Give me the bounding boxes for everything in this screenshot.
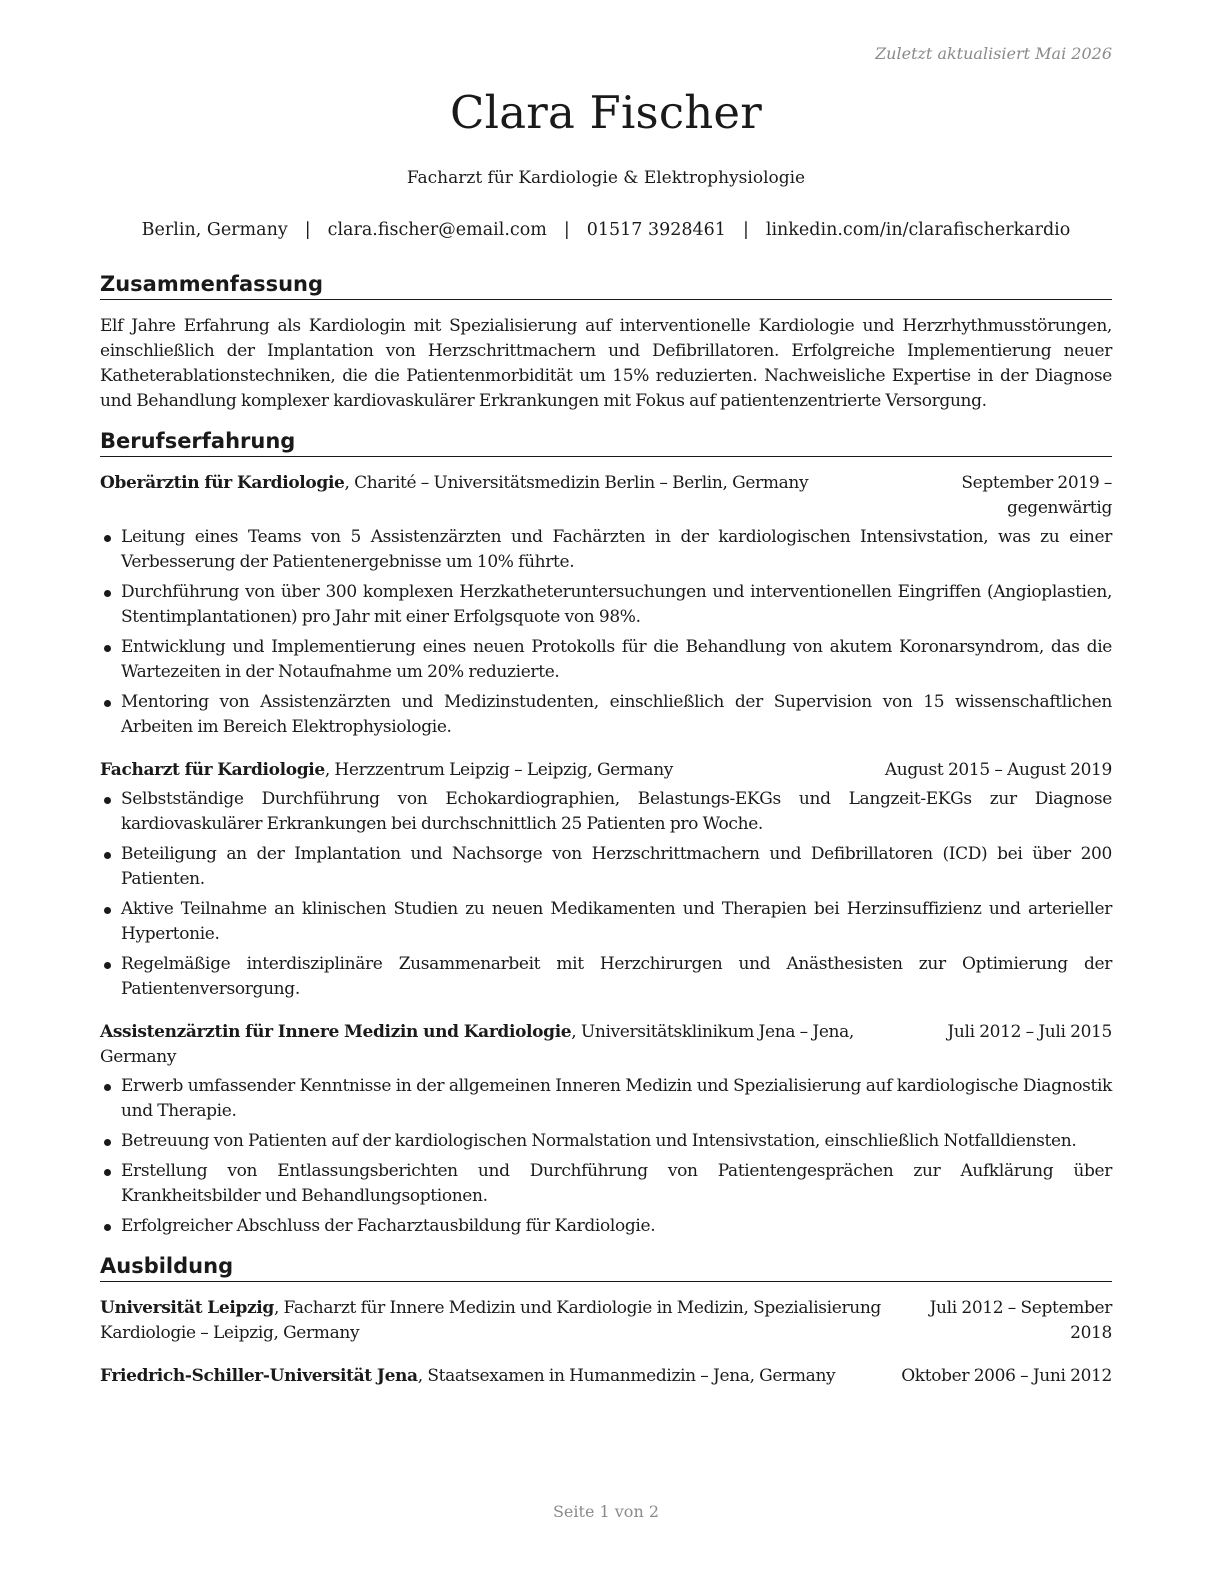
candidate-name: Clara Fischer [450,86,762,139]
job-bullet [100,842,1112,892]
contact-line [100,220,1112,240]
experience-entry-heading [100,1020,912,1070]
experience-section [100,427,1112,1239]
experience-entry-heading [100,471,880,496]
education-entry-header [100,1296,1112,1346]
experience-list [100,471,1112,1239]
job-bullet-text: Beteiligung an der Implantation und Nachsorge von Herzschrittmachern und Defibrillatoren (ICD) bei über 200 Patienten. [121,844,1112,889]
job-employer: , Herzzentrum Leipzig – Leipzig, Germany [324,760,674,780]
job-bullet [100,1159,1112,1209]
job-bullet-text: Selbstständige Durchführung von Echokardiographien, Belastungs-EKGs und Langzeit-EKGs zur Diagnose kardiovaskulärer Erkrankungen bei durchschnittlich 25 Patienten pro Woche. [121,789,1112,834]
job-bullet-text: Erwerb umfassender Kenntnisse in der allgemeinen Inneren Medizin und Spezialisierung auf kardiologische Diagnostik und Therapie. [121,1076,1112,1121]
education-detail: , Facharzt für Innere Medizin und Kardiologie in Medizin, Spezialisierung Kardiologie – Leipzig, Germany [100,1298,881,1343]
bullet-icon [104,535,111,542]
candidate-title: Facharzt für Kardiologie & Elektrophysiologie [406,168,806,188]
job-bullet-text: Regelmäßige interdisziplinäre Zusammenarbeit mit Herzchirurgen und Anästhesisten zur Optimierung der Patientenversorgung. [121,954,1112,999]
resume-content [100,270,1112,1402]
education-entry-header [100,1364,1112,1389]
bullet-icon [104,645,111,652]
page-number: Seite 1 von 2 [552,1502,660,1521]
contact-location: Berlin, Germany [141,220,288,240]
bullet-icon [104,1139,111,1146]
education-entry [100,1296,1112,1346]
job-employer: , Universitätsklinikum Jena – Jena, Germany [100,1022,854,1067]
job-employer: , Charité – Universitätsmedizin Berlin – Berlin, Germany [344,473,809,493]
experience-entry [100,471,1112,740]
job-dates: August 2015 – August 2019 [884,760,1112,780]
section-title-experience: Berufserfahrung [100,427,1112,457]
experience-entry-header [100,1020,1112,1070]
job-bullet-text: Erstellung von Entlassungsberichten und Durchführung von Patientengesprächen zur Aufklärung über Krankheitsbilder und Behandlungsoptionen. [121,1161,1112,1206]
bullet-icon [104,590,111,597]
bullet-icon [104,962,111,969]
bullet-icon [104,1224,111,1231]
job-bullet-text: Betreuung von Patienten auf der kardiologischen Normalstation und Intensivstation, einschließlich Notfalldiensten. [121,1131,1077,1151]
job-bullet-list [100,1074,1112,1239]
job-bullet [100,635,1112,685]
job-role: Assistenzärztin für Innere Medizin und Kardiologie [100,1022,572,1042]
job-bullet-text: Mentoring von Assistenzärzten und Medizinstudenten, einschließlich der Supervision von 15 wissenschaftlichen Arbeiten im Bereich Elektrophysiologie. [121,692,1112,737]
job-bullet-text: Durchführung von über 300 komplexen Herzkatheteruntersuchungen und interventionellen Eingriffen (Angioplastien, Stentimplantationen) pro Jahr mit einer Erfolgsquote von 98%. [121,582,1112,627]
job-bullet [100,1214,1112,1239]
summary-text: Elf Jahre Erfahrung als Kardiologin mit Spezialisierung auf interventionelle Kardiologie und Herzrhythmusstörungen, einschließlich der Implantation von Herzschrittmachern und Defibrillatoren. Erfolgreiche Implementierung neuer Katheterablationstechniken, die die Patientenmorbidität um 15% reduzierten. Nachweisliche Expertise in der Diagnose und Behandlung komplexer kardiovaskulärer Erkrankungen mit Fokus auf patientenzentrierte Versorgung. [100,316,1112,411]
experience-entry-header [100,758,1112,783]
contact-separator: | [304,220,311,240]
job-bullet [100,690,1112,740]
education-section [100,1252,1112,1389]
last-updated: Zuletzt aktualisiert Mai 2026 [875,44,1112,63]
experience-entry-heading [100,758,880,783]
contact-phone[interactable]: 01517 3928461 [586,220,726,240]
contact-linkedin[interactable]: linkedin.com/in/clarafischerkardio [765,220,1071,240]
experience-entry [100,1020,1112,1239]
summary-section [100,270,1112,414]
education-entry [100,1364,1112,1389]
section-title-summary: Zusammenfassung [100,270,1112,300]
education-school: Universität Leipzig [100,1298,274,1318]
job-role: Oberärztin für Kardiologie [100,473,345,493]
job-bullet [100,787,1112,837]
job-bullet [100,1074,1112,1124]
education-school: Friedrich-Schiller-Universität Jena [100,1366,418,1386]
contact-email[interactable]: clara.fischer@email.com [327,220,547,240]
job-bullet-text: Erfolgreicher Abschluss der Facharztausbildung für Kardiologie. [121,1216,656,1236]
job-bullet-text: Entwicklung und Implementierung eines neuen Protokolls für die Behandlung von akutem Koronarsyndrom, das die Wartezeiten in der Notaufnahme um 20% reduzierte. [121,637,1112,682]
education-detail: , Staatsexamen in Humanmedizin – Jena, Germany [417,1366,836,1386]
job-bullet-text: Leitung eines Teams von 5 Assistenzärzten und Fachärzten in der kardiologischen Intensivstation, was zu einer Verbesserung der Patientenergebnisse um 10% führte. [121,527,1112,572]
education-dates: Oktober 2006 – Juni 2012 [901,1366,1112,1386]
education-entry-heading [100,1364,880,1389]
job-dates: Juli 2012 – Juli 2015 [947,1022,1112,1042]
education-entry-heading [100,1296,912,1346]
bullet-icon [104,700,111,707]
job-bullet [100,580,1112,630]
job-role: Facharzt für Kardiologie [100,760,325,780]
education-dates: Juli 2012 – September 2018 [929,1298,1112,1343]
contact-separator: | [563,220,570,240]
bullet-icon [104,907,111,914]
job-bullet [100,952,1112,1002]
bullet-icon [104,1084,111,1091]
job-bullet-list [100,525,1112,740]
section-title-education: Ausbildung [100,1252,1112,1282]
job-bullet-text: Aktive Teilnahme an klinischen Studien zu neuen Medikamenten und Therapien bei Herzinsuffizienz und arterieller Hypertonie. [121,899,1112,944]
bullet-icon [104,797,111,804]
job-bullet-list [100,787,1112,1002]
education-list [100,1296,1112,1389]
job-bullet [100,1129,1112,1154]
contact-separator: | [742,220,749,240]
job-bullet [100,897,1112,947]
experience-entry-header [100,471,1112,521]
bullet-icon [104,1169,111,1176]
experience-entry [100,758,1112,1002]
bullet-icon [104,852,111,859]
job-bullet [100,525,1112,575]
job-dates: September 2019 – gegenwärtig [961,473,1112,518]
